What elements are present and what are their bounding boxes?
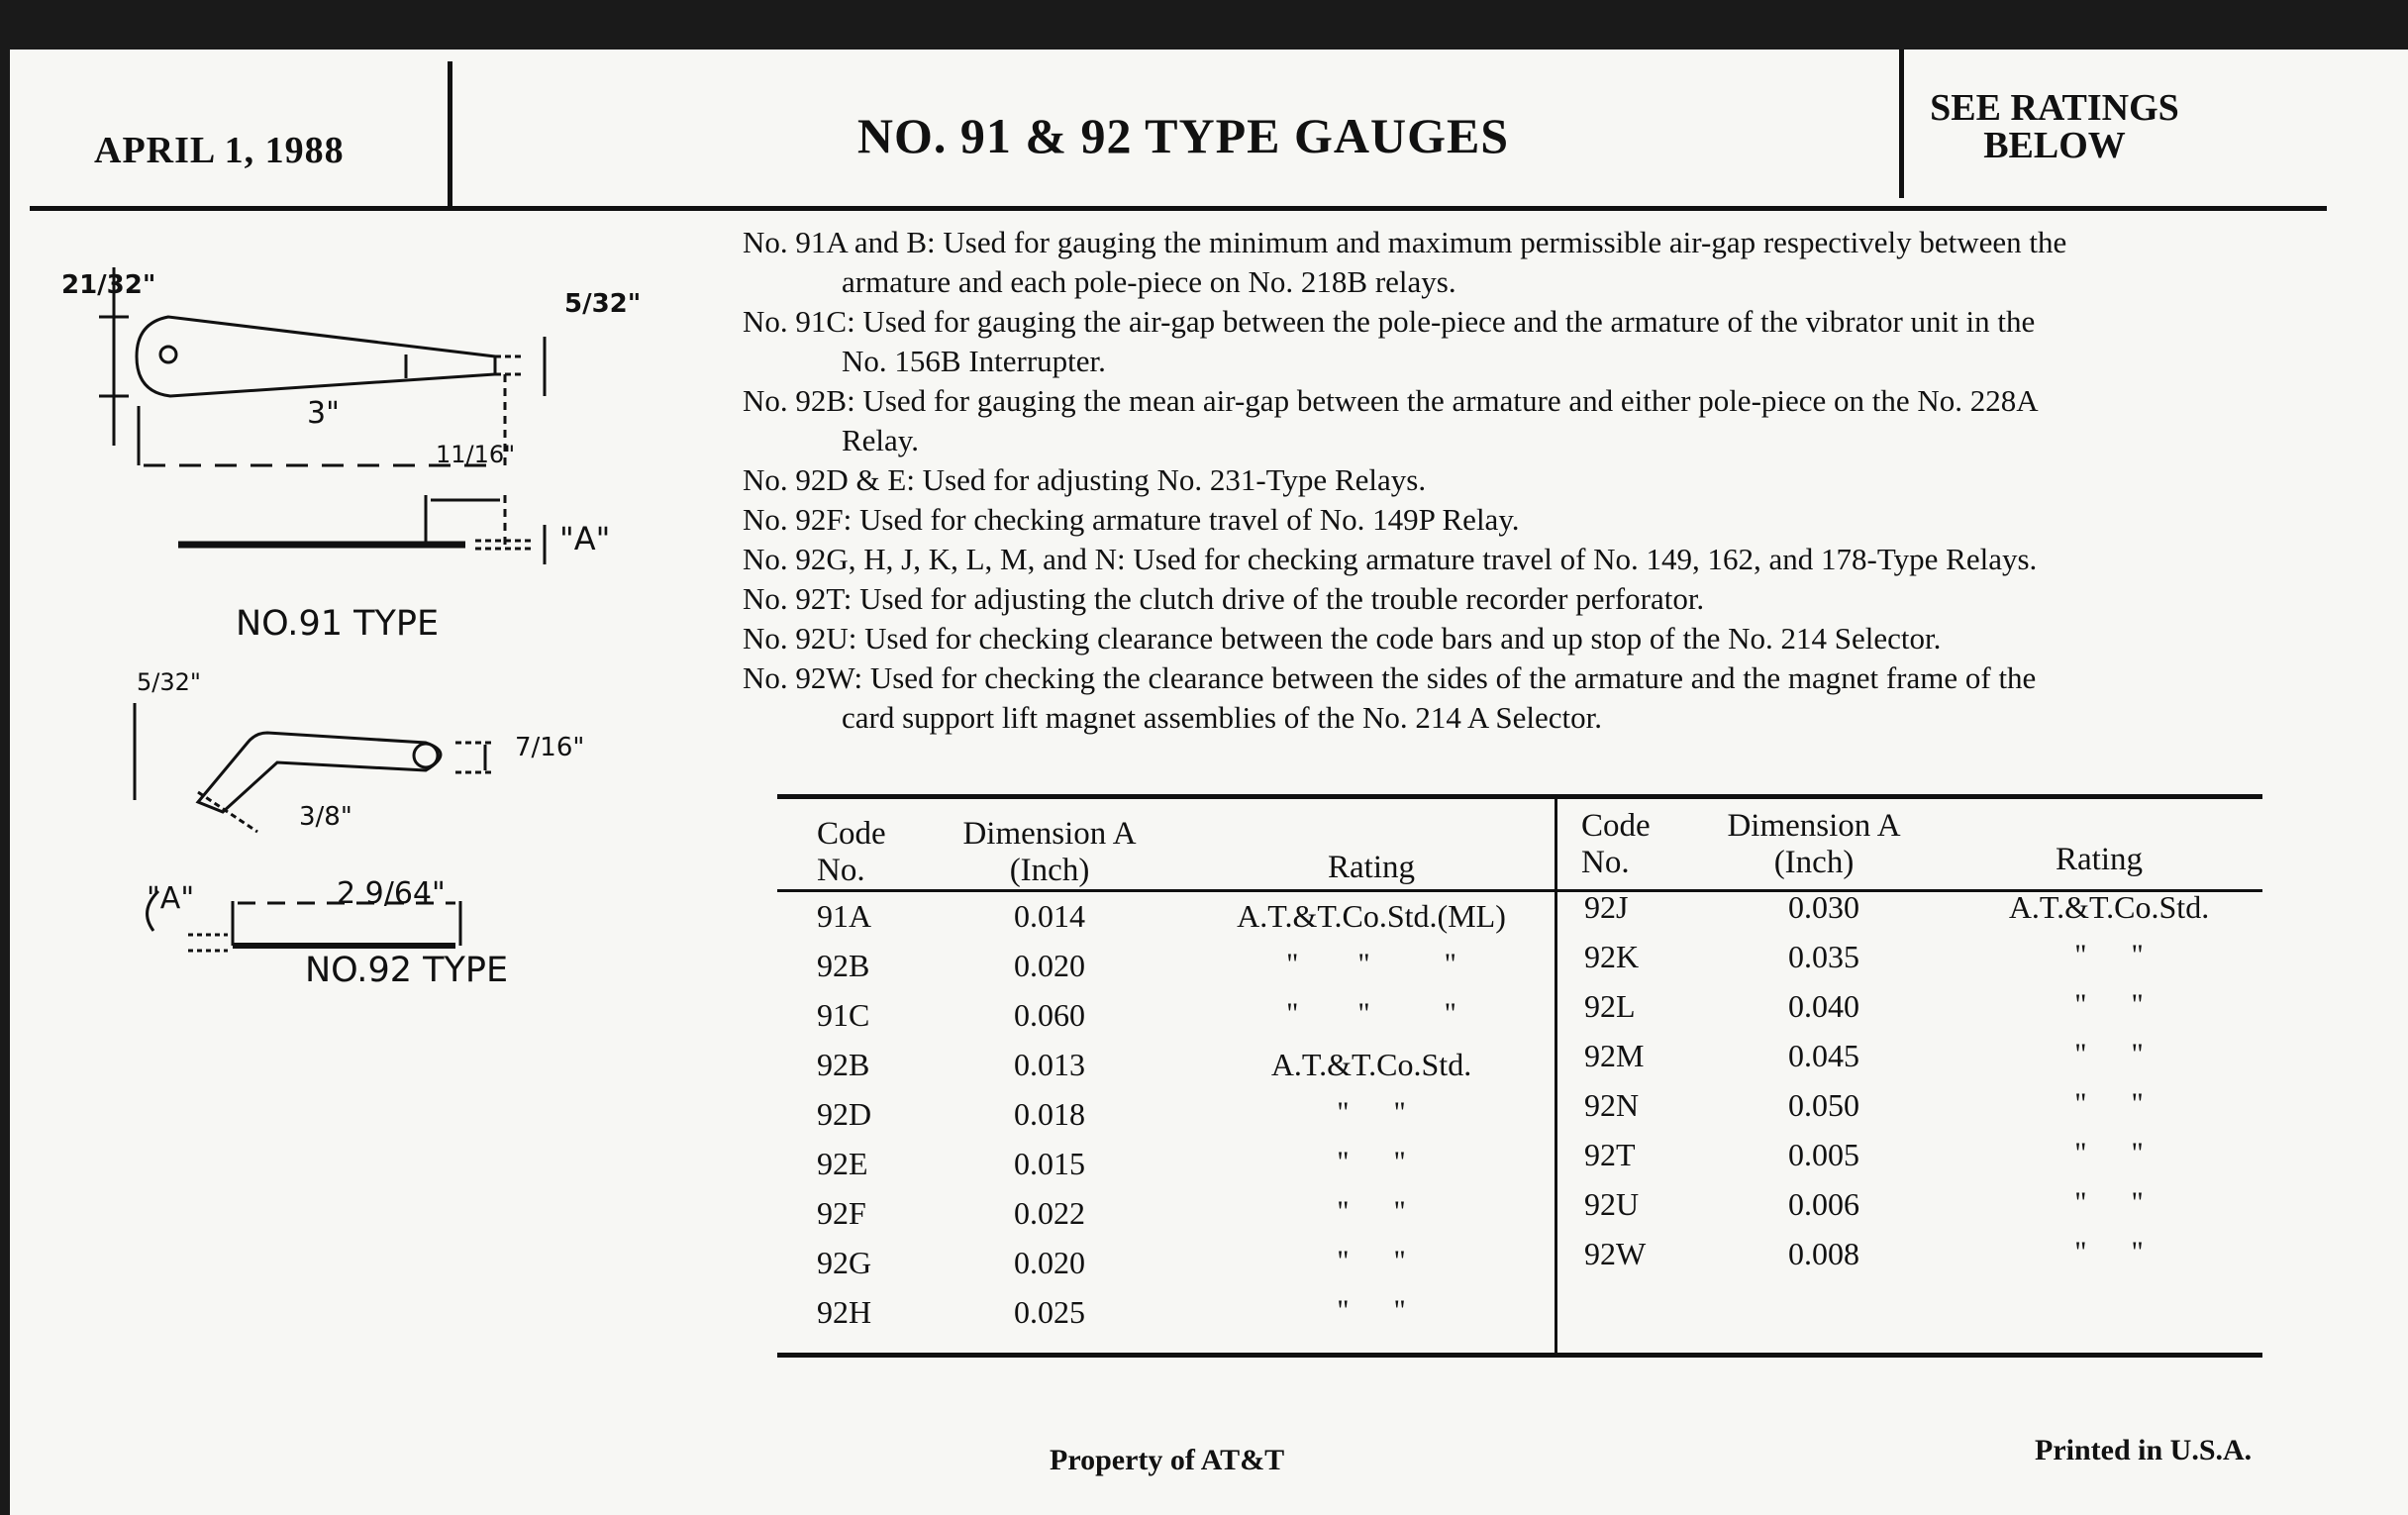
table-cell-rating: " "	[1337, 1096, 1406, 1129]
table-cell-rating: " "	[2074, 1137, 2144, 1169]
header-code-left	[817, 816, 886, 889]
ratings-note-line1: SEE RATINGS	[1930, 87, 2179, 129]
header-rating-left: Rating	[1328, 850, 1415, 885]
dim-21-32: 21/32"	[61, 270, 156, 300]
desc-91ab: No. 91A and B: Used for gauging the minimum and maximum permissible air-gap respectively between the	[743, 225, 2067, 259]
table-cell-rating: " "	[1337, 1146, 1406, 1178]
table-cell-dim: 0.035	[1788, 939, 1859, 974]
header-rating-right: Rating	[2056, 842, 2143, 877]
table-cell-rating: A.T.&T.Co.Std.(ML)	[1237, 898, 1506, 934]
dim-5-32-tip: 5/32"	[564, 289, 642, 319]
table-top-rule	[777, 794, 2262, 799]
table-center-divider	[1555, 794, 1557, 1355]
desc-92g-n: No. 92G, H, J, K, L, M, and N: Used for checking armature travel of No. 149, 162, and 178-Type Relays.	[743, 542, 2038, 576]
table-cell-code: 92T	[1584, 1137, 1636, 1172]
table-cell-rating: " "	[2074, 1236, 2144, 1268]
dim-5-32-type92: 5/32"	[137, 668, 201, 696]
table-cell-dim: 0.022	[1014, 1195, 1085, 1231]
gauge-drawings	[99, 257, 693, 1069]
dim-2-9-64: 2 9/64"	[337, 876, 446, 911]
table-cell-code: 92U	[1584, 1186, 1640, 1222]
table-cell-code: 92G	[817, 1245, 872, 1280]
type91-label: NO.91 TYPE	[236, 604, 440, 644]
header-dim-line2: (Inch)	[1009, 853, 1090, 888]
header-dim-line2: (Inch)	[1773, 845, 1855, 880]
table-cell-code: 92M	[1584, 1038, 1645, 1073]
table-cell-code: 91A	[817, 898, 872, 934]
table-cell-code: 92N	[1584, 1087, 1640, 1123]
footer-property: Property of AT&T	[1050, 1444, 1285, 1476]
table-bottom-rule	[777, 1353, 2262, 1358]
footer-printed: Printed in U.S.A.	[2035, 1434, 2253, 1466]
table-cell-code: 92F	[817, 1195, 866, 1231]
table-cell-code: 92K	[1584, 939, 1640, 974]
desc-92t: No. 92T: Used for adjusting the clutch drive of the trouble recorder perforator.	[743, 581, 1705, 616]
table-cell-dim: 0.025	[1014, 1294, 1085, 1330]
dim-7-16: 7/16"	[515, 733, 585, 762]
type91-pivot-hole	[160, 347, 176, 362]
type92-pivot-hole	[414, 744, 438, 767]
table-cell-rating: " "	[1337, 1294, 1406, 1327]
table-cell-dim: 0.020	[1014, 948, 1085, 983]
table-cell-rating: A.T.&T.Co.Std.	[1270, 1047, 1472, 1082]
dim-3-8: 3/8"	[299, 802, 352, 832]
table-cell-code: 92B	[817, 1047, 870, 1082]
table-cell-rating: A.T.&T.Co.Std.	[2008, 889, 2210, 925]
ratings-note	[1891, 89, 2218, 164]
table-cell-code: 92J	[1584, 889, 1629, 925]
header-code-line1: Code	[1581, 808, 1651, 844]
gauge-card	[10, 50, 2408, 1515]
table-cell-code: 92W	[1584, 1236, 1647, 1271]
table-cell-dim: 0.014	[1014, 898, 1085, 934]
desc-92w: No. 92W: Used for checking the clearance between the sides of the armature and the magnet frame of the	[743, 660, 2037, 695]
header-code-line2: No.	[817, 853, 865, 888]
table-cell-code: 92B	[817, 948, 870, 983]
table-cell-dim: 0.013	[1014, 1047, 1085, 1082]
desc-92b-cont: Relay.	[842, 423, 920, 457]
header-dim-line1: Dimension A	[1727, 808, 1901, 844]
gauge-descriptions	[743, 223, 2287, 738]
dim-11-16: 11/16"	[436, 441, 516, 468]
table-cell-dim: 0.006	[1788, 1186, 1859, 1222]
dim-a-type92: "A"	[147, 881, 195, 916]
desc-92f: No. 92F: Used for checking armature travel of No. 149P Relay.	[743, 502, 1520, 537]
header-divider-left	[448, 61, 452, 210]
type91-blade-top-view	[137, 317, 495, 396]
table-cell-code: 92L	[1584, 988, 1636, 1024]
table-cell-dim: 0.040	[1788, 988, 1859, 1024]
table-cell-code: 92D	[817, 1096, 872, 1132]
table-cell-rating: " "	[1337, 1245, 1406, 1277]
table-cell-rating: " "	[2074, 1186, 2144, 1219]
type92-blade-top-view	[198, 733, 441, 812]
table-cell-dim: 0.005	[1788, 1137, 1859, 1172]
table-cell-rating: " " "	[1286, 948, 1456, 980]
type92-label: NO.92 TYPE	[305, 951, 509, 990]
desc-91c-cont: No. 156B Interrupter.	[842, 344, 1106, 378]
table-cell-dim: 0.008	[1788, 1236, 1859, 1271]
table-cell-dim: 0.050	[1788, 1087, 1859, 1123]
desc-92de: No. 92D & E: Used for adjusting No. 231-Type Relays.	[743, 462, 1427, 497]
header-dim-line1: Dimension A	[962, 816, 1137, 852]
table-cell-dim: 0.018	[1014, 1096, 1085, 1132]
page-title: NO. 91 & 92 TYPE GAUGES	[856, 108, 1510, 163]
header-code-right	[1581, 808, 1651, 881]
table-cell-dim: 0.060	[1014, 997, 1085, 1033]
table-cell-rating: " "	[2074, 939, 2144, 971]
table-cell-code: 91C	[817, 997, 870, 1033]
issue-date: APRIL 1, 1988	[94, 130, 345, 171]
header-code-line1: Code	[817, 816, 886, 852]
header-dim-right	[1715, 808, 1913, 881]
dim-a-type91: "A"	[559, 520, 611, 557]
table-cell-dim: 0.020	[1014, 1245, 1085, 1280]
dim-3-inch: 3"	[307, 396, 340, 431]
desc-92w-cont: card support lift magnet assemblies of the No. 214 A Selector.	[842, 700, 1602, 735]
table-cell-code: 92E	[817, 1146, 868, 1181]
table-cell-code: 92H	[817, 1294, 872, 1330]
desc-92b: No. 92B: Used for gauging the mean air-gap between the armature and either pole-piece on the No. 228A	[743, 383, 2039, 418]
table-cell-rating: " "	[2074, 988, 2144, 1021]
header-rule	[30, 206, 2327, 211]
table-cell-dim: 0.030	[1788, 889, 1859, 925]
desc-91ab-cont: armature and each pole-piece on No. 218B relays.	[842, 264, 1456, 299]
table-cell-rating: " " "	[1286, 997, 1456, 1030]
table-cell-rating: " "	[2074, 1087, 2144, 1120]
table-cell-rating: " "	[2074, 1038, 2144, 1070]
desc-92u: No. 92U: Used for checking clearance between the code bars and up stop of the No. 214 Selector.	[743, 621, 1942, 656]
ratings-note-line2: BELOW	[1983, 125, 2126, 166]
table-cell-dim: 0.015	[1014, 1146, 1085, 1181]
desc-91c: No. 91C: Used for gauging the air-gap between the pole-piece and the armature of the vibrator unit in the	[743, 304, 2036, 339]
table-cell-dim: 0.045	[1788, 1038, 1859, 1073]
table-cell-rating: " "	[1337, 1195, 1406, 1228]
header-code-line2: No.	[1581, 845, 1630, 880]
header-dim-left	[951, 816, 1149, 889]
